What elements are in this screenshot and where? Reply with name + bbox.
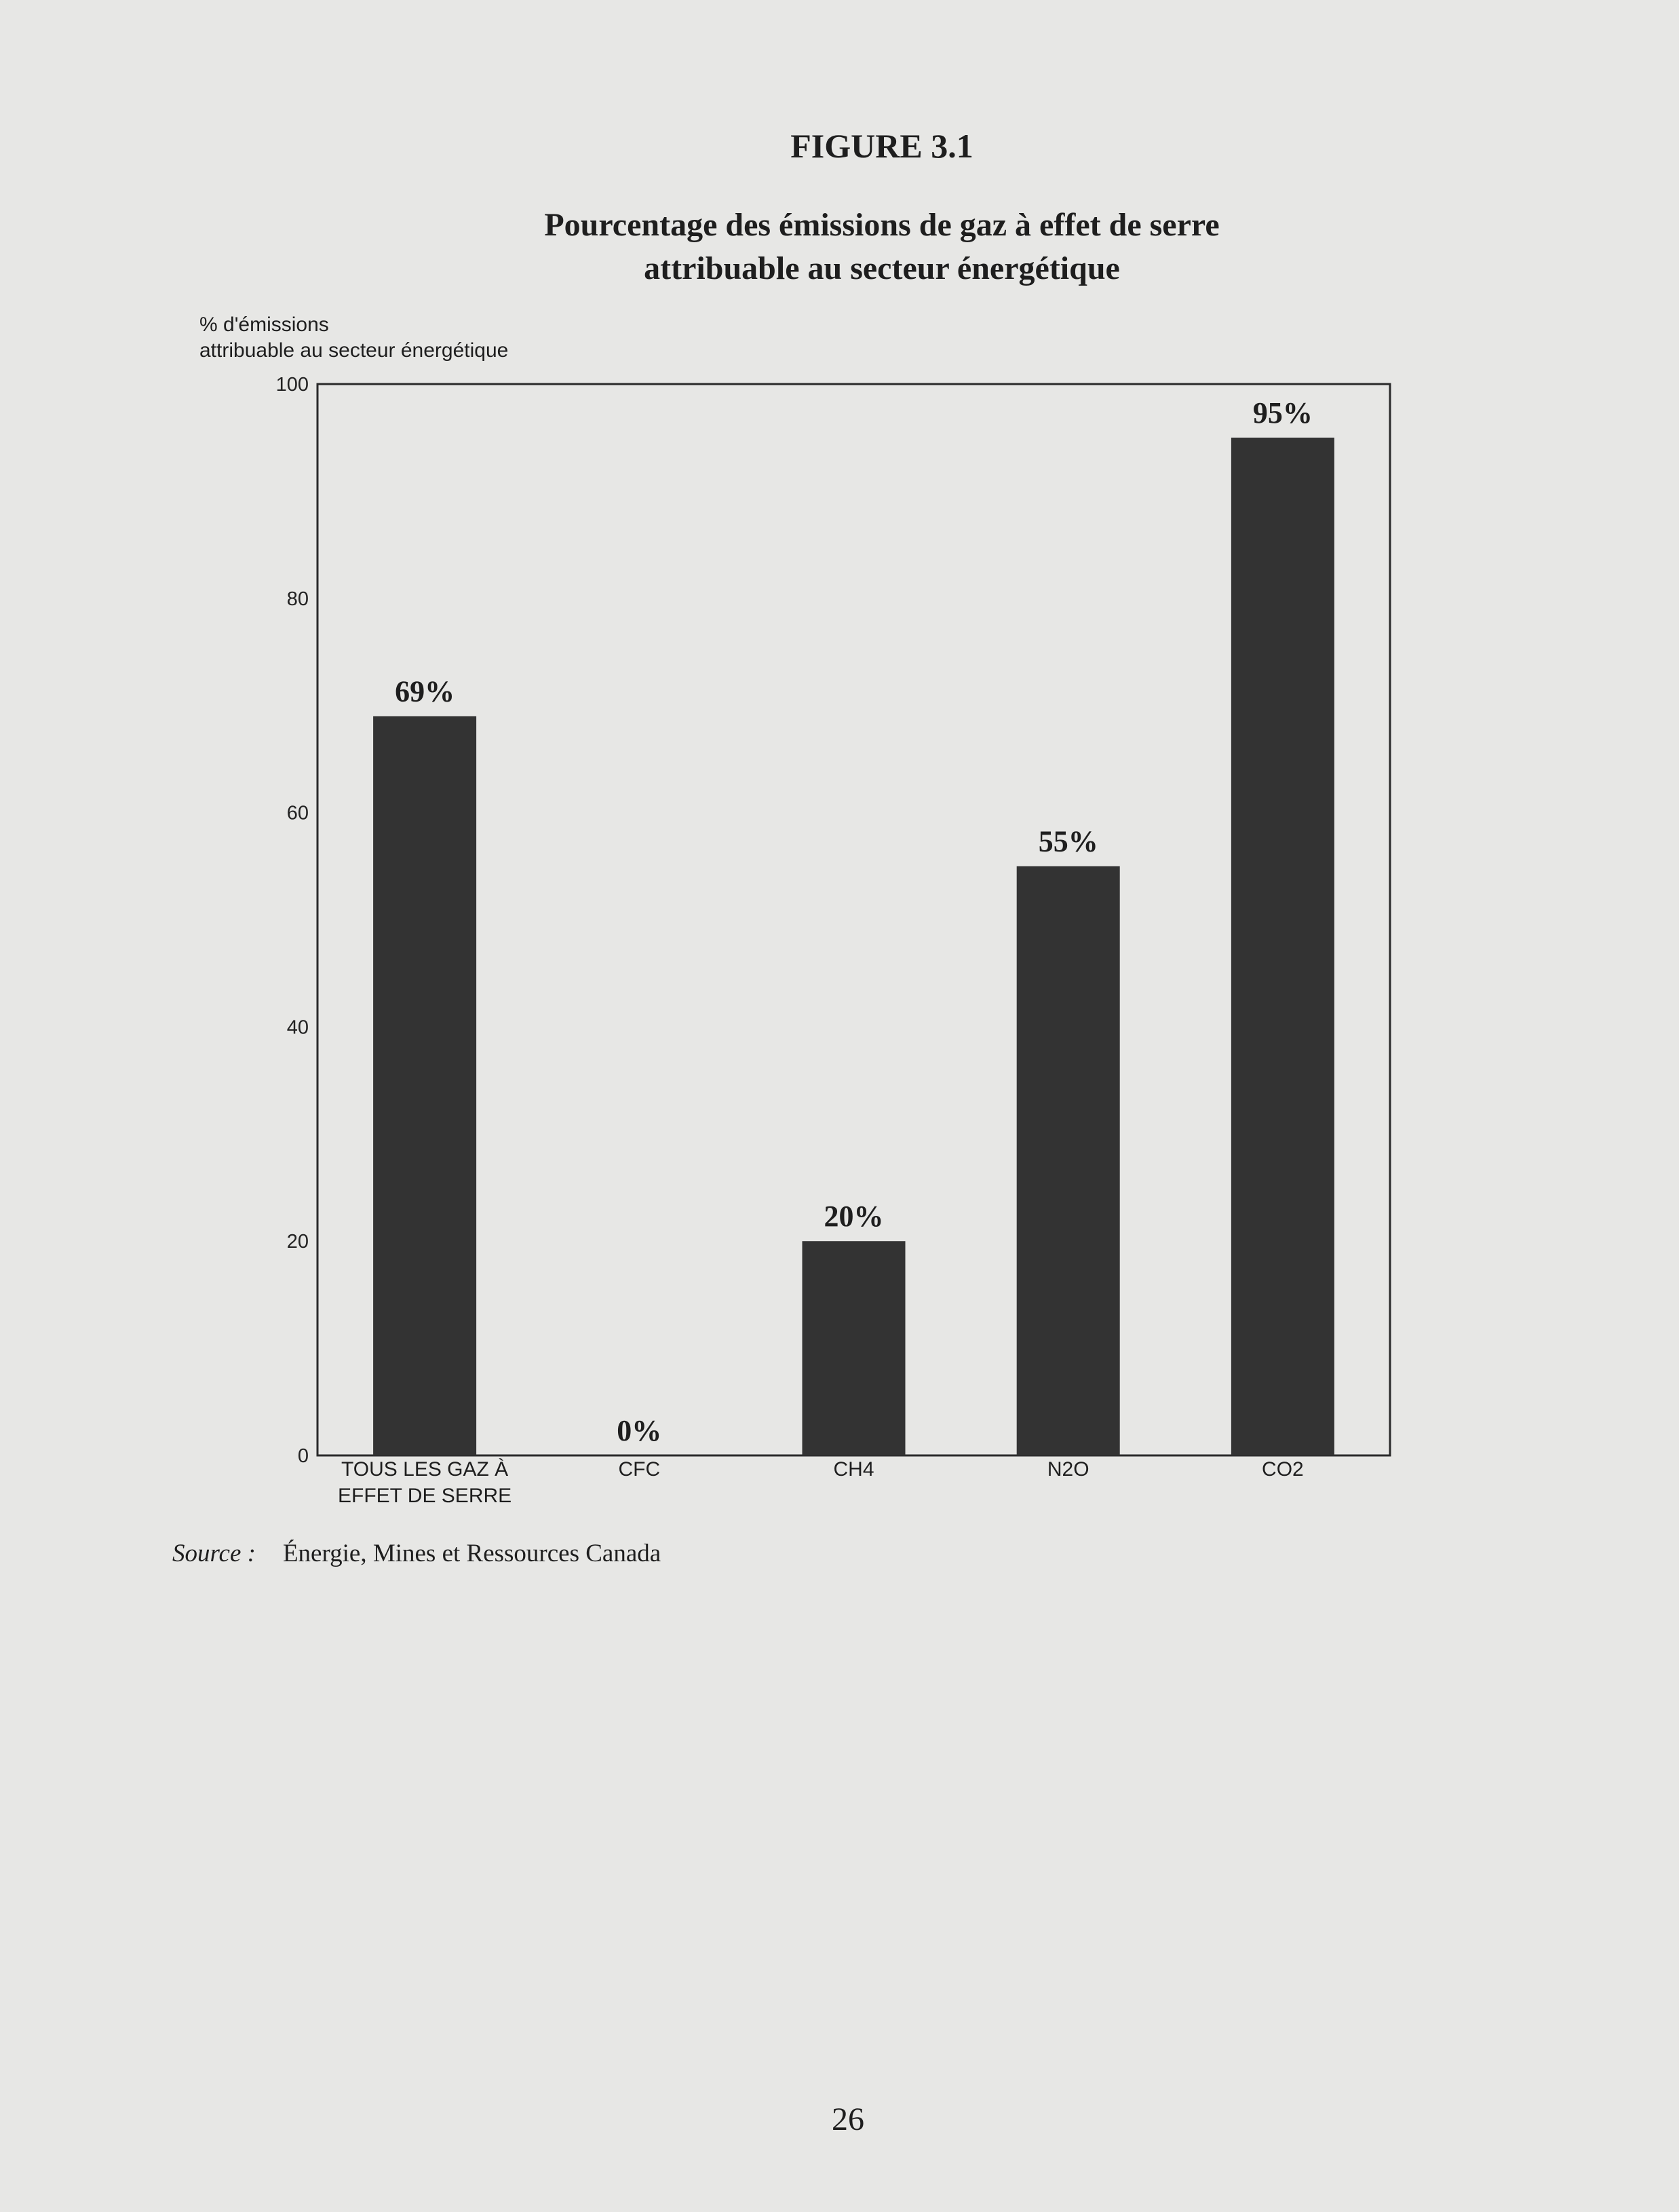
- y-tick-label: 20: [286, 1231, 309, 1253]
- category-label: CO2: [1262, 1458, 1304, 1481]
- y-tick-label: 0: [297, 1445, 309, 1467]
- chart-title-line-2: attribuable au secteur énergétique: [644, 250, 1120, 286]
- y-axis-label-line-2: attribuable au secteur énergétique: [199, 339, 509, 362]
- data-label: 20%: [824, 1200, 884, 1234]
- data-label: 69%: [395, 674, 455, 708]
- bar: [373, 716, 476, 1455]
- category-label: TOUS LES GAZ À: [341, 1458, 509, 1481]
- data-label: 55%: [1038, 824, 1098, 858]
- source-text: Énergie, Mines et Ressources Canada: [282, 1540, 661, 1567]
- bar: [1017, 866, 1120, 1455]
- category-label: N2O: [1047, 1458, 1089, 1481]
- y-tick-label: 40: [286, 1016, 309, 1039]
- chart-title-line-1: Pourcentage des émissions de gaz à effet de serre: [544, 207, 1220, 243]
- data-label: 0%: [617, 1414, 662, 1447]
- y-tick-label: 80: [286, 588, 309, 610]
- source-note: [172, 1539, 661, 1568]
- category-label: CH4: [833, 1458, 874, 1481]
- y-axis-label-line-1: % d'émissions: [199, 313, 329, 336]
- data-label: 95%: [1252, 396, 1313, 430]
- bar: [803, 1241, 906, 1455]
- source-label: Source :: [172, 1540, 256, 1567]
- category-label: EFFET DE SERRE: [338, 1485, 512, 1507]
- bar: [1231, 438, 1334, 1455]
- category-label: CFC: [618, 1458, 661, 1481]
- y-tick-label: 100: [275, 374, 309, 396]
- y-tick-label: 60: [286, 802, 309, 824]
- page-number: 26: [832, 2101, 864, 2137]
- figure-number: FIGURE 3.1: [790, 127, 973, 165]
